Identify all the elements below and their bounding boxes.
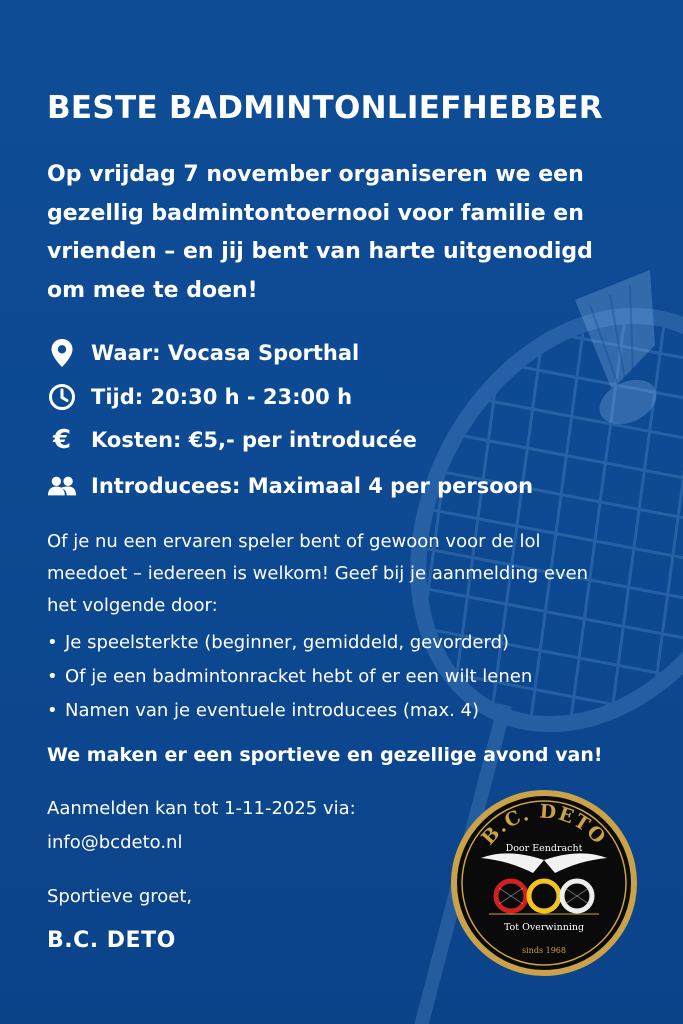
signup-email-link[interactable]: info@bcdeto.nl xyxy=(47,832,183,853)
list-item: • Namen van je eventuele introducees (max. 4) xyxy=(47,700,480,721)
location-pin-icon xyxy=(47,338,77,368)
info-location xyxy=(47,338,359,368)
logo-motto-top: Door Eendracht xyxy=(505,843,583,854)
logo-motto-bottom: Tot Overwinning xyxy=(503,922,585,933)
people-icon xyxy=(47,471,77,501)
list-item: • Je speelsterkte (beginner, gemiddeld, gevorderd) xyxy=(47,632,510,653)
club-logo xyxy=(449,788,639,978)
euro-icon: € xyxy=(52,425,72,455)
signup-deadline: Aanmelden kan tot 1-11-2025 via: xyxy=(47,798,356,819)
info-cost-text: Kosten: €5,- per introducée xyxy=(91,428,417,452)
info-guests xyxy=(47,471,533,501)
info-guests-text: Introducees: Maximaal 4 per persoon xyxy=(91,474,534,498)
list-item: • Of je een badmintonracket hebt of er een wilt lenen xyxy=(47,666,533,687)
greeting-text: Sportieve groet, xyxy=(47,886,193,907)
page-title: BESTE BADMINTONLIEFHEBBER xyxy=(47,90,603,126)
info-location-text: Waar: Vocasa Sporthal xyxy=(91,341,360,365)
requirements-list xyxy=(47,626,532,728)
clock-icon xyxy=(47,382,77,412)
closing-text: We maken er een sportieve en gezellige avond van! xyxy=(47,744,603,766)
intro-text: Op vrijdag 7 november organiseren we een gezellig badmintontoernooi voor familie en vrienden – en jij bent van harte uitgenodigd om mee te doen! xyxy=(47,162,593,303)
info-time-text: Tijd: 20:30 h - 23:00 h xyxy=(91,385,353,409)
signature: B.C. DETO xyxy=(47,928,176,953)
details-paragraph: Of je nu een ervaren speler bent of gewoon voor de lol meedoet – iedereen is welkom! Geef bij je aanmelding even het volgende door: xyxy=(47,531,589,616)
info-time xyxy=(47,382,352,412)
logo-since: sinds 1968 xyxy=(522,946,566,955)
logo-club-name: B.C. DETO xyxy=(477,800,611,850)
info-cost xyxy=(47,425,417,455)
